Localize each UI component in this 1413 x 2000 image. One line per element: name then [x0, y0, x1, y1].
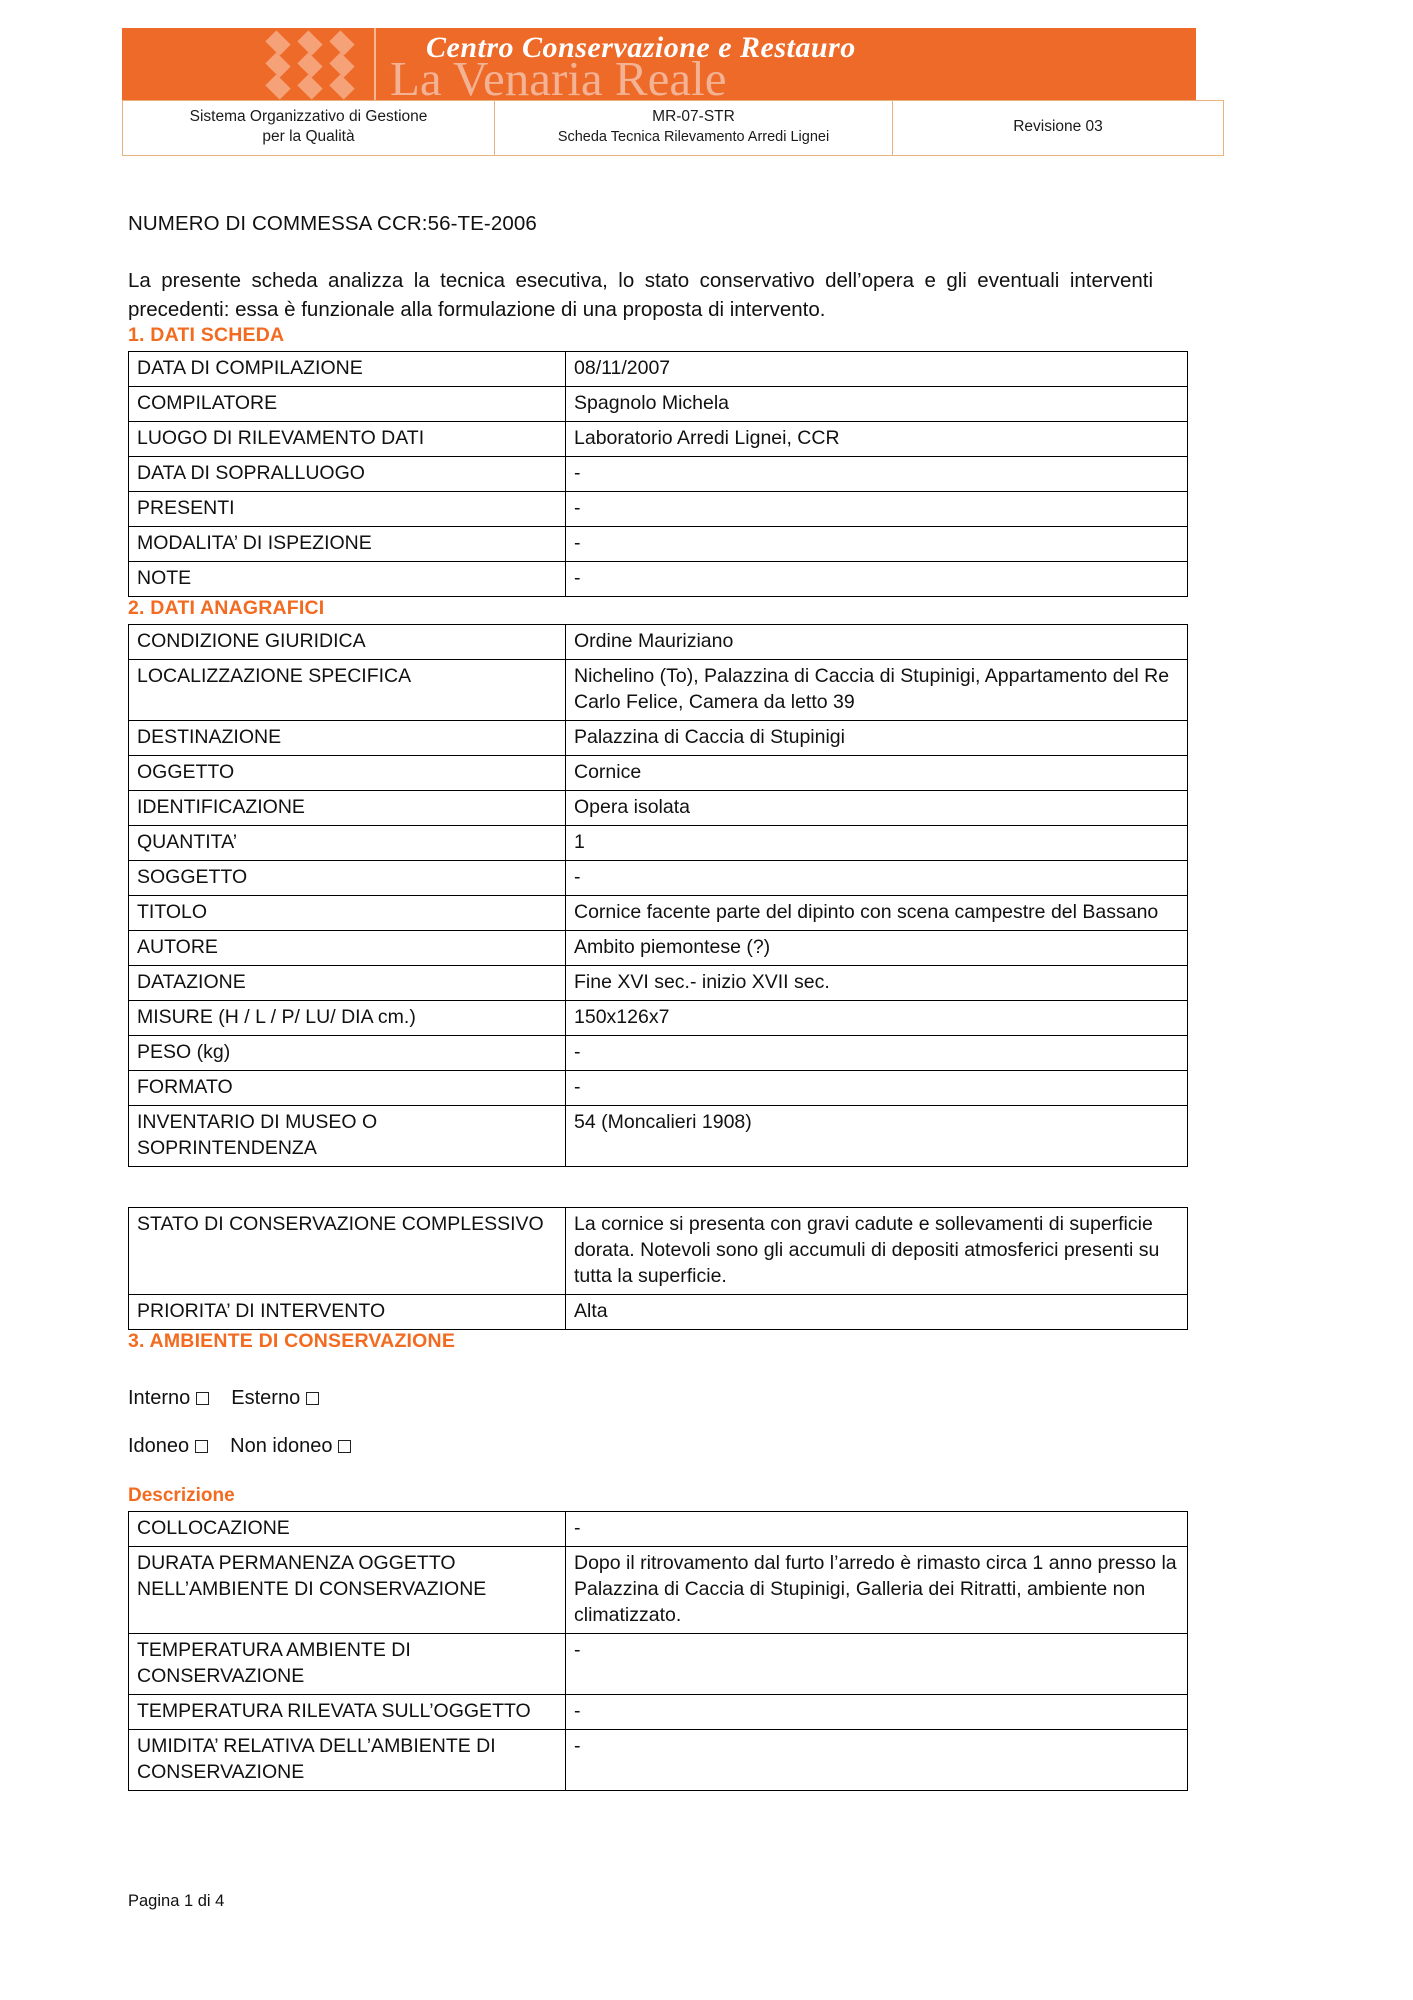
row-label: INVENTARIO DI MUSEO O SOPRINTENDENZA	[129, 1106, 566, 1167]
table-row	[129, 1295, 1188, 1330]
row-value: -	[566, 1730, 1188, 1791]
row-value: -	[566, 562, 1188, 597]
table-row	[129, 660, 1188, 721]
row-value: -	[566, 492, 1188, 527]
row-value: Cornice	[566, 756, 1188, 791]
row-value: Laboratorio Arredi Lignei, CCR	[566, 422, 1188, 457]
table-row	[129, 1208, 1188, 1295]
table-row	[129, 1001, 1188, 1036]
table-row	[129, 1036, 1188, 1071]
table-row	[129, 1071, 1188, 1106]
row-value: -	[566, 1695, 1188, 1730]
row-label: PESO (kg)	[129, 1036, 566, 1071]
table-row	[129, 896, 1188, 931]
header-system-line1: Sistema Organizzativo di Gestione	[189, 108, 428, 125]
header-info-table	[122, 100, 1224, 156]
row-value: La cornice si presenta con gravi cadute e sollevamenti di superficie dorata. Notevoli sono gli accumuli di depositi atmosferici presenti su tutta la superficie.	[566, 1208, 1188, 1295]
table-row	[129, 492, 1188, 527]
table-row	[129, 457, 1188, 492]
row-value: Fine XVI sec.- inizio XVII sec.	[566, 966, 1188, 1001]
row-value: Palazzina di Caccia di Stupinigi	[566, 721, 1188, 756]
intro-paragraph: La presente scheda analizza la tecnica esecutiva, lo stato conservativo dell’opera e gli eventuali interventi precedenti: essa è funzionale alla formulazione di una proposta di intervento.	[128, 269, 1153, 321]
logo-banner	[122, 28, 1196, 100]
table-row	[129, 861, 1188, 896]
checkbox-esterno[interactable]	[306, 1392, 319, 1405]
row-value: -	[566, 861, 1188, 896]
label-idoneo: Idoneo	[128, 1435, 190, 1457]
table-row	[129, 1634, 1188, 1695]
row-label: SOGGETTO	[129, 861, 566, 896]
row-value: Nichelino (To), Palazzina di Caccia di Stupinigi, Appartamento del Re Carlo Felice, Camera da letto 39	[566, 660, 1188, 721]
descrizione-subtitle: Descrizione	[128, 1485, 235, 1506]
row-label: CONDIZIONE GIURIDICA	[129, 625, 566, 660]
ambient-location-checkboxes	[128, 1383, 1278, 1413]
spacer	[128, 1413, 1278, 1431]
banner-divider	[374, 28, 376, 100]
table-row	[129, 1512, 1188, 1547]
row-value: Alta	[566, 1295, 1188, 1330]
checkbox-interno[interactable]	[196, 1392, 209, 1405]
section-3-table	[128, 1511, 1188, 1791]
checkbox-idoneo[interactable]	[195, 1440, 208, 1453]
row-value: -	[566, 1512, 1188, 1547]
row-value: Cornice facente parte del dipinto con scena campestre del Bassano	[566, 896, 1188, 931]
spacer	[128, 1167, 1278, 1207]
row-label: COLLOCAZIONE	[129, 1512, 566, 1547]
table-row	[129, 1730, 1188, 1791]
row-label: LUOGO DI RILEVAMENTO DATI	[129, 422, 566, 457]
table-row	[129, 352, 1188, 387]
row-value: 1	[566, 826, 1188, 861]
row-label: DATAZIONE	[129, 966, 566, 1001]
checkbox-non-idoneo[interactable]	[338, 1440, 351, 1453]
table-row	[129, 387, 1188, 422]
row-value: 150x126x7	[566, 1001, 1188, 1036]
section-1-title: 1. DATI SCHEDA	[128, 324, 285, 346]
row-value: Ambito piemontese (?)	[566, 931, 1188, 966]
table-row	[129, 1695, 1188, 1730]
diamond-pattern-icon	[262, 32, 358, 98]
row-value: 08/11/2007	[566, 352, 1188, 387]
row-label: TEMPERATURA AMBIENTE DI CONSERVAZIONE	[129, 1634, 566, 1695]
row-label: PRIORITA’ DI INTERVENTO	[129, 1295, 566, 1330]
logo-line-2: La Venaria Reale	[390, 51, 727, 100]
row-label: PRESENTI	[129, 492, 566, 527]
header-revision: Revisione 03	[1013, 118, 1103, 135]
label-non-idoneo: Non idoneo	[230, 1435, 333, 1457]
table-row	[129, 422, 1188, 457]
ambient-suitability-checkboxes	[128, 1431, 1278, 1461]
commessa-number: NUMERO DI COMMESSA CCR:56-TE-2006	[128, 212, 537, 235]
table-row	[129, 756, 1188, 791]
document-header	[122, 28, 1196, 156]
row-value: Dopo il ritrovamento dal furto l’arredo è rimasto circa 1 anno presso la Palazzina di Caccia di Stupinigi, Galleria dei Ritratti, ambiente non climatizzato.	[566, 1547, 1188, 1634]
spacer	[128, 1357, 1278, 1383]
logo-line-1: Centro Conservazione e Restauro	[426, 31, 856, 64]
row-value: -	[566, 457, 1188, 492]
row-value: -	[566, 1036, 1188, 1071]
row-label: DESTINAZIONE	[129, 721, 566, 756]
document-body	[128, 212, 1278, 1791]
table-row	[129, 1547, 1188, 1634]
section-2-table	[128, 624, 1188, 1167]
section-2-title: 2. DATI ANAGRAFICI	[128, 597, 325, 619]
table-row	[129, 1106, 1188, 1167]
row-label: OGGETTO	[129, 756, 566, 791]
table-row	[129, 721, 1188, 756]
header-cell-code	[495, 101, 893, 156]
row-value: 54 (Moncalieri 1908)	[566, 1106, 1188, 1167]
row-label: MISURE (H / L / P/ LU/ DIA cm.)	[129, 1001, 566, 1036]
row-label: MODALITA’ DI ISPEZIONE	[129, 527, 566, 562]
row-value: Ordine Mauriziano	[566, 625, 1188, 660]
table-row	[129, 966, 1188, 1001]
header-code-description: Scheda Tecnica Rilevamento Arredi Lignei	[557, 129, 830, 145]
table-row	[129, 562, 1188, 597]
row-value: Spagnolo Michela	[566, 387, 1188, 422]
table-row	[129, 931, 1188, 966]
row-value: -	[566, 527, 1188, 562]
row-label: FORMATO	[129, 1071, 566, 1106]
spacer	[128, 1461, 1278, 1485]
row-value: -	[566, 1634, 1188, 1695]
row-label: DATA DI COMPILAZIONE	[129, 352, 566, 387]
row-label: COMPILATORE	[129, 387, 566, 422]
row-label: UMIDITA’ RELATIVA DELL’AMBIENTE DI CONSERVAZIONE	[129, 1730, 566, 1791]
table-row	[129, 791, 1188, 826]
header-code: MR-07-STR	[652, 108, 735, 125]
row-label: QUANTITA’	[129, 826, 566, 861]
logo-text	[390, 28, 1190, 100]
section-3-title: 3. AMBIENTE DI CONSERVAZIONE	[128, 1330, 456, 1352]
row-label: DURATA PERMANENZA OGGETTO NELL’AMBIENTE DI CONSERVAZIONE	[129, 1547, 566, 1634]
row-label: STATO DI CONSERVAZIONE COMPLESSIVO	[129, 1208, 566, 1295]
row-label: TEMPERATURA RILEVATA SULL’OGGETTO	[129, 1695, 566, 1730]
row-label: AUTORE	[129, 931, 566, 966]
table-row	[123, 101, 1224, 156]
section-1-table	[128, 351, 1188, 597]
row-label: DATA DI SOPRALLUOGO	[129, 457, 566, 492]
table-row	[129, 527, 1188, 562]
label-interno: Interno	[128, 1387, 191, 1409]
table-row	[129, 826, 1188, 861]
page-footer: Pagina 1 di 4	[128, 1892, 225, 1910]
row-label: LOCALIZZAZIONE SPECIFICA	[129, 660, 566, 721]
header-system-line2: per la Qualità	[262, 128, 355, 145]
table-row	[129, 625, 1188, 660]
row-label: IDENTIFICAZIONE	[129, 791, 566, 826]
row-label: NOTE	[129, 562, 566, 597]
header-cell-revision	[893, 101, 1224, 156]
label-esterno: Esterno	[231, 1387, 301, 1409]
header-cell-system	[123, 101, 495, 156]
row-value: -	[566, 1071, 1188, 1106]
row-value: Opera isolata	[566, 791, 1188, 826]
row-label: TITOLO	[129, 896, 566, 931]
conservation-state-table	[128, 1207, 1188, 1330]
